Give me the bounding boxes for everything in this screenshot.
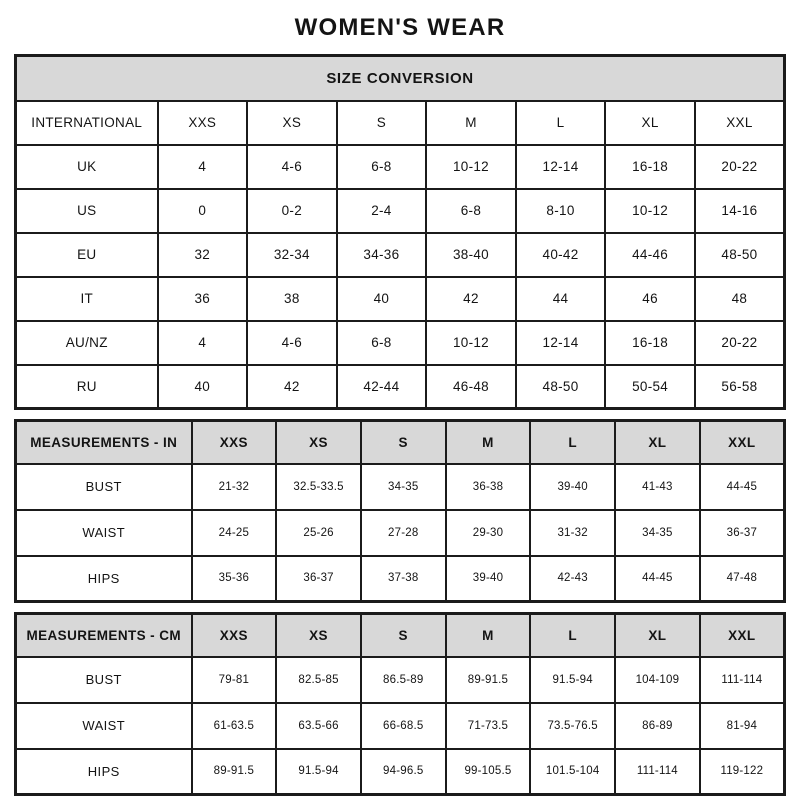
- table-row-hips-in: [16, 556, 785, 602]
- cell: 4: [158, 321, 248, 365]
- cell: 4-6: [247, 321, 337, 365]
- cell: 99-105.5: [446, 749, 531, 795]
- row-label: AU/NZ: [16, 321, 158, 365]
- size-header: XXS: [192, 614, 277, 657]
- cell: 27-28: [361, 510, 446, 556]
- cell: 44-45: [700, 464, 785, 510]
- cell: 101.5-104: [530, 749, 615, 795]
- cell: 20-22: [695, 145, 785, 189]
- cell: 56-58: [695, 365, 785, 409]
- cell: 36-38: [446, 464, 531, 510]
- cell: 46: [605, 277, 695, 321]
- column-header: XXL: [695, 101, 785, 145]
- cell: 4-6: [247, 145, 337, 189]
- size-header: XL: [615, 421, 700, 464]
- size-header: XS: [276, 421, 361, 464]
- cell: 2-4: [337, 189, 427, 233]
- size-header: XXL: [700, 614, 785, 657]
- cell: 10-12: [426, 321, 516, 365]
- cell: 111-114: [700, 657, 785, 703]
- cell: 36-37: [276, 556, 361, 602]
- size-header: XXS: [192, 421, 277, 464]
- table-row-bust-cm: [16, 657, 785, 703]
- cell: 40: [158, 365, 248, 409]
- column-header-row: [16, 101, 785, 145]
- row-label: HIPS: [16, 749, 192, 795]
- measurements-cm-header: MEASUREMENTS - CM: [16, 614, 192, 657]
- column-header: S: [337, 101, 427, 145]
- cell: 24-25: [192, 510, 277, 556]
- table-row-uk: [16, 145, 785, 189]
- measurements-cm-table: [14, 612, 786, 796]
- column-header: L: [516, 101, 606, 145]
- cell: 91.5-94: [530, 657, 615, 703]
- column-header: XXS: [158, 101, 248, 145]
- cell: 44-45: [615, 556, 700, 602]
- cell: 12-14: [516, 321, 606, 365]
- cell: 20-22: [695, 321, 785, 365]
- size-header: M: [446, 614, 531, 657]
- cell: 38: [247, 277, 337, 321]
- size-header: L: [530, 421, 615, 464]
- row-label: US: [16, 189, 158, 233]
- row-label: BUST: [16, 657, 192, 703]
- cell: 38-40: [426, 233, 516, 277]
- cell: 82.5-85: [276, 657, 361, 703]
- cell: 73.5-76.5: [530, 703, 615, 749]
- cell: 32-34: [247, 233, 337, 277]
- size-header: XXL: [700, 421, 785, 464]
- cell: 36: [158, 277, 248, 321]
- cell: 89-91.5: [192, 749, 277, 795]
- cell: 81-94: [700, 703, 785, 749]
- cell: 50-54: [605, 365, 695, 409]
- cell: 44: [516, 277, 606, 321]
- row-label: IT: [16, 277, 158, 321]
- cell: 40: [337, 277, 427, 321]
- cell: 39-40: [446, 556, 531, 602]
- cell: 42: [247, 365, 337, 409]
- cell: 25-26: [276, 510, 361, 556]
- table-row-ru: [16, 365, 785, 409]
- cell: 48-50: [695, 233, 785, 277]
- cell: 12-14: [516, 145, 606, 189]
- cell: 48: [695, 277, 785, 321]
- cell: 10-12: [605, 189, 695, 233]
- cell: 63.5-66: [276, 703, 361, 749]
- measurements-cm-header-row: [16, 614, 785, 657]
- row-label: RU: [16, 365, 158, 409]
- cell: 36-37: [700, 510, 785, 556]
- cell: 32.5-33.5: [276, 464, 361, 510]
- row-label: EU: [16, 233, 158, 277]
- cell: 16-18: [605, 321, 695, 365]
- cell: 86.5-89: [361, 657, 446, 703]
- cell: 44-46: [605, 233, 695, 277]
- cell: 34-35: [361, 464, 446, 510]
- cell: 32: [158, 233, 248, 277]
- cell: 10-12: [426, 145, 516, 189]
- column-header: XL: [605, 101, 695, 145]
- size-header: M: [446, 421, 531, 464]
- cell: 39-40: [530, 464, 615, 510]
- cell: 86-89: [615, 703, 700, 749]
- cell: 111-114: [615, 749, 700, 795]
- cell: 66-68.5: [361, 703, 446, 749]
- size-header: L: [530, 614, 615, 657]
- cell: 89-91.5: [446, 657, 531, 703]
- measurements-in-header: MEASUREMENTS - IN: [16, 421, 192, 464]
- row-label: WAIST: [16, 510, 192, 556]
- row-label: UK: [16, 145, 158, 189]
- size-conversion-banner: SIZE CONVERSION: [16, 56, 785, 101]
- cell: 14-16: [695, 189, 785, 233]
- cell: 42-43: [530, 556, 615, 602]
- table-row-us: [16, 189, 785, 233]
- column-header: XS: [247, 101, 337, 145]
- cell: 34-36: [337, 233, 427, 277]
- measurements-in-table: [14, 419, 786, 603]
- cell: 104-109: [615, 657, 700, 703]
- table-row-it: [16, 277, 785, 321]
- cell: 0: [158, 189, 248, 233]
- cell: 16-18: [605, 145, 695, 189]
- table-row-waist-cm: [16, 703, 785, 749]
- table-row-bust-in: [16, 464, 785, 510]
- table-row-hips-cm: [16, 749, 785, 795]
- size-header: XL: [615, 614, 700, 657]
- cell: 91.5-94: [276, 749, 361, 795]
- page-title: WOMEN'S WEAR: [294, 14, 506, 41]
- column-header: M: [426, 101, 516, 145]
- cell: 40-42: [516, 233, 606, 277]
- table-row-aunz: [16, 321, 785, 365]
- cell: 46-48: [426, 365, 516, 409]
- cell: 31-32: [530, 510, 615, 556]
- cell: 21-32: [192, 464, 277, 510]
- size-header: S: [361, 614, 446, 657]
- table-row-waist-in: [16, 510, 785, 556]
- cell: 0-2: [247, 189, 337, 233]
- row-label: BUST: [16, 464, 192, 510]
- cell: 79-81: [192, 657, 277, 703]
- size-conversion-banner-row: [16, 56, 785, 101]
- cell: 94-96.5: [361, 749, 446, 795]
- cell: 71-73.5: [446, 703, 531, 749]
- cell: 42-44: [337, 365, 427, 409]
- size-conversion-table: [14, 54, 786, 410]
- cell: 4: [158, 145, 248, 189]
- column-header: INTERNATIONAL: [16, 101, 158, 145]
- cell: 8-10: [516, 189, 606, 233]
- row-label: HIPS: [16, 556, 192, 602]
- size-header: XS: [276, 614, 361, 657]
- cell: 6-8: [337, 145, 427, 189]
- cell: 34-35: [615, 510, 700, 556]
- cell: 42: [426, 277, 516, 321]
- cell: 119-122: [700, 749, 785, 795]
- size-header: S: [361, 421, 446, 464]
- table-row-eu: [16, 233, 785, 277]
- measurements-in-header-row: [16, 421, 785, 464]
- cell: 6-8: [337, 321, 427, 365]
- cell: 61-63.5: [192, 703, 277, 749]
- cell: 35-36: [192, 556, 277, 602]
- row-label: WAIST: [16, 703, 192, 749]
- cell: 47-48: [700, 556, 785, 602]
- cell: 48-50: [516, 365, 606, 409]
- cell: 37-38: [361, 556, 446, 602]
- cell: 41-43: [615, 464, 700, 510]
- cell: 29-30: [446, 510, 531, 556]
- cell: 6-8: [426, 189, 516, 233]
